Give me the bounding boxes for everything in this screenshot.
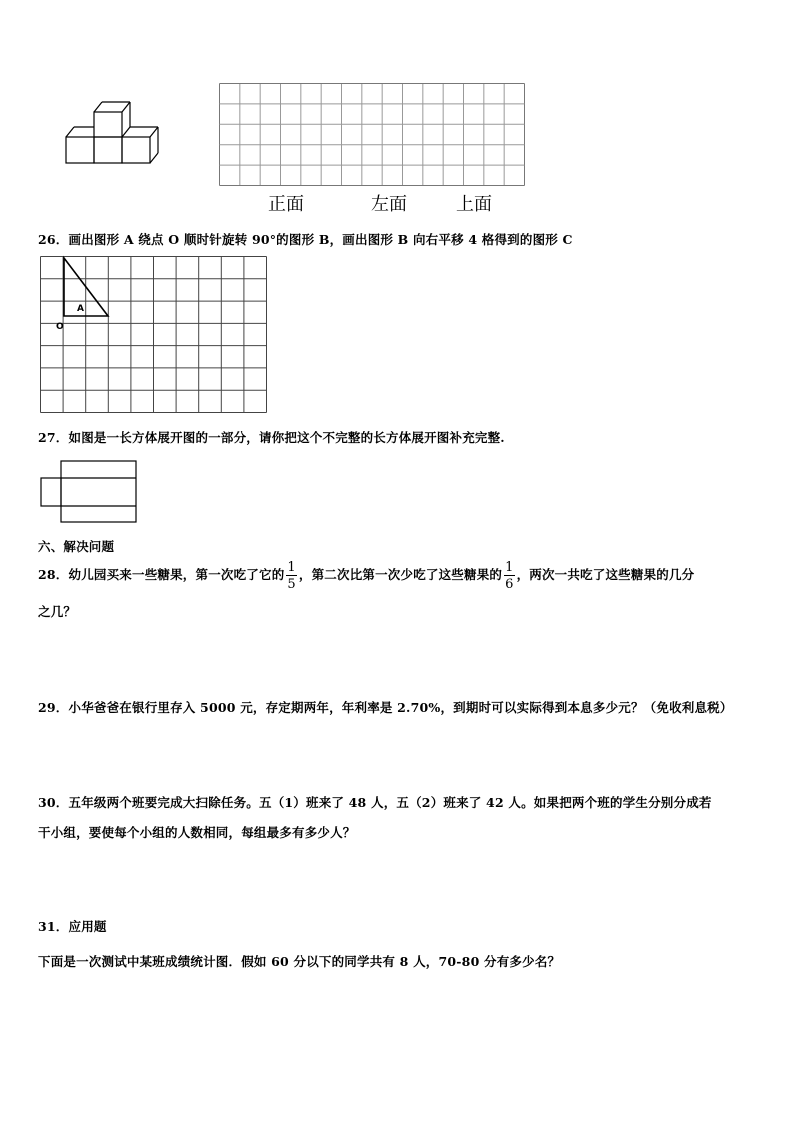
front-view-label: 正面: [268, 194, 304, 215]
fraction-one-sixth: [504, 561, 514, 591]
fraction-numerator: 1: [287, 559, 296, 575]
shape-a-label: A: [77, 304, 84, 314]
question-28-line-2: 之几？: [38, 604, 77, 619]
rotation-grid[interactable]: [40, 256, 268, 414]
cube-stack-figure: [60, 98, 170, 173]
question-27-text: 27．如图是一长方体展开图的一部分，请你把这个不完整的长方体展开图补充完整.: [38, 430, 505, 445]
question-30-line-2: 干小组，要使每个小组的人数相同，每组最多有多少人？: [38, 825, 356, 840]
fraction-denominator: 6: [505, 576, 514, 592]
left-view-label: 左面: [371, 194, 407, 215]
point-o-label: O: [56, 322, 64, 332]
question-31-title: 31．应用题: [38, 919, 107, 934]
question-29-text: 29．小华爸爸在银行里存入 5000 元，存定期两年，年利率是 2.70%，到期时可以实际得到本息多少元？（免收利息税）: [38, 700, 733, 715]
views-grid[interactable]: [219, 83, 525, 187]
question-28-line-1: [38, 560, 694, 591]
q28-part-3: ，两次一共吃了这些糖果的几分: [516, 567, 695, 582]
fraction-numerator: 1: [505, 559, 514, 575]
question-31-text: 下面是一次测试中某班成绩统计图．假如 60 分以下的同学共有 8 人，70-80 分有多少名？: [38, 954, 561, 969]
fraction-one-fifth: [286, 561, 296, 591]
question-30-line-1: 30．五年级两个班要完成大扫除任务。五（1）班来了 48 人，五（2）班来了 42 人。如果把两个班的学生分别分成若: [38, 795, 712, 810]
q28-part-1: 28．幼儿园买来一些糖果，第一次吃了它的: [38, 567, 285, 582]
fraction-denominator: 5: [287, 576, 296, 592]
section-6-title: 六、解决问题: [38, 539, 115, 554]
cuboid-net-figure[interactable]: [40, 460, 140, 524]
q28-part-2: ，第二次比第一次少吃了这些糖果的: [298, 567, 503, 582]
top-view-label: 上面: [456, 194, 492, 215]
question-26-text: 26．画出图形 A 绕点 O 顺时针旋转 90°的图形 B，画出图形 B 向右平移 4 格得到的图形 C: [38, 232, 573, 247]
